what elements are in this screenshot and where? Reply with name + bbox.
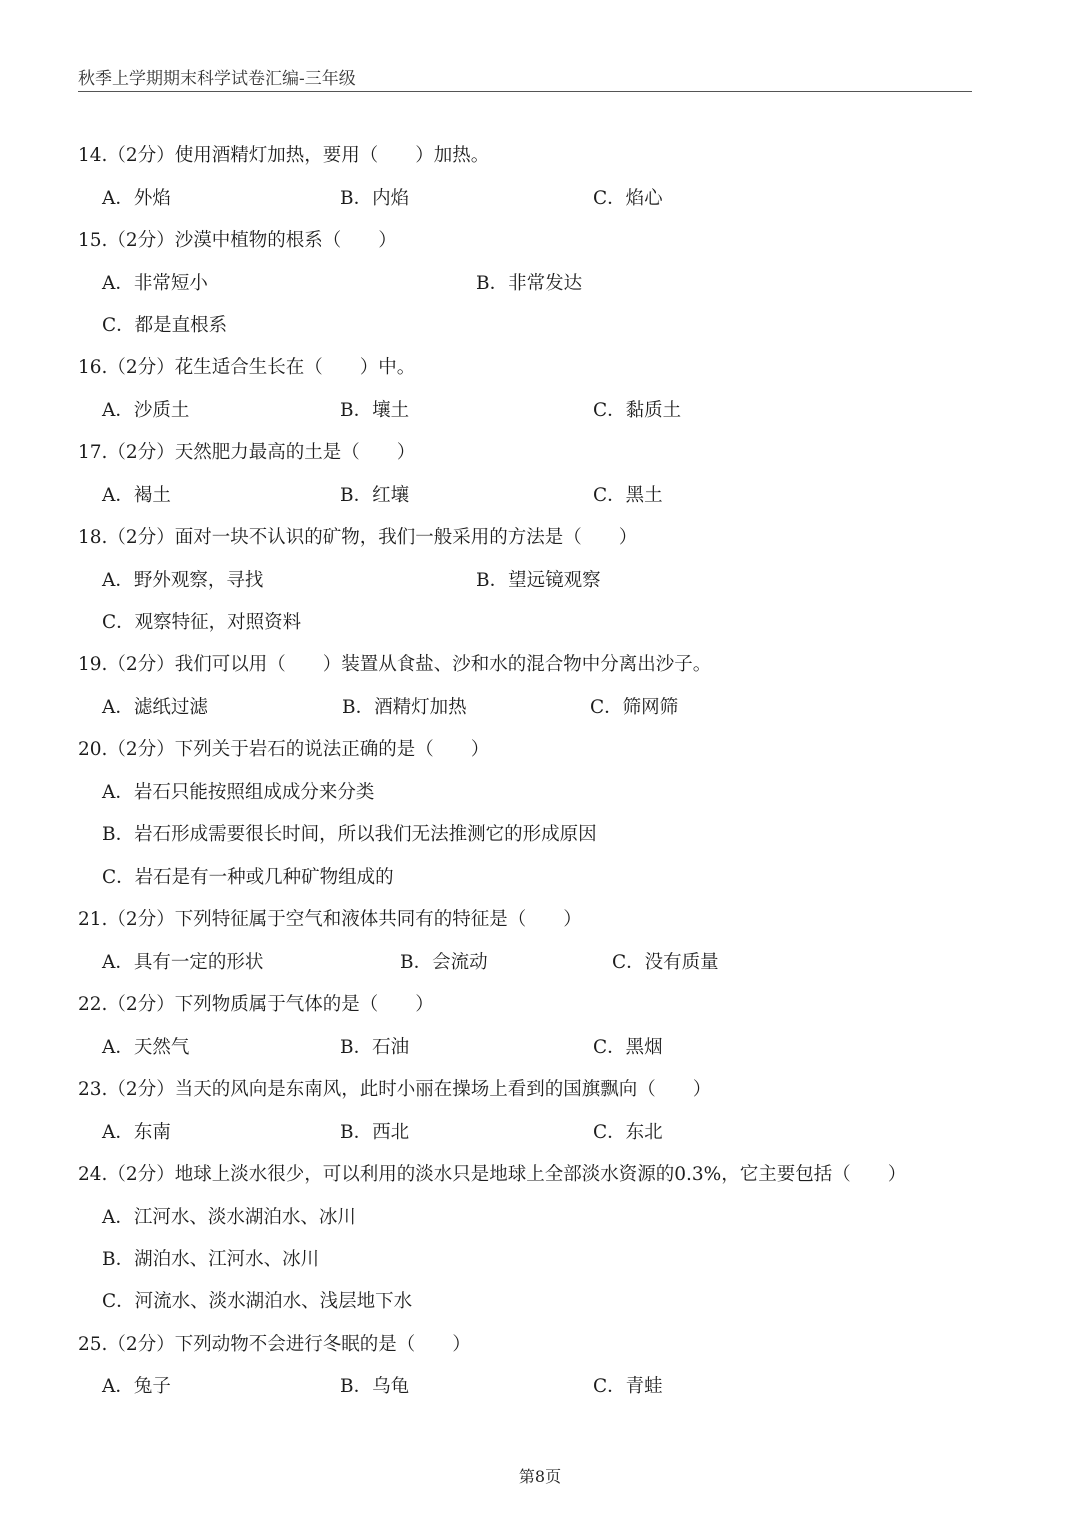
question-19-options [0, 694, 1080, 722]
q18-option-c: C．观察特征，对照资料 [102, 612, 302, 633]
question-20-stem: 20.（2分）下列关于岩石的说法正确的是（ ） [78, 739, 490, 760]
q20-option-b: B．岩石形成需要很长时间，所以我们无法推测它的形成原因 [102, 824, 597, 845]
q18-option-a: A．野外观察，寻找 [102, 570, 264, 591]
question-25-stem: 25.（2分）下列动物不会进行冬眠的是（ ） [78, 1334, 471, 1355]
q23-option-a: A．东南 [102, 1122, 171, 1143]
question-22-stem: 22.（2分）下列物质属于气体的是（ ） [78, 994, 434, 1015]
page-header-title: 秋季上学期期末科学试卷汇编-三年级 [78, 69, 356, 89]
question-15-options-row2 [0, 312, 1080, 340]
q20-option-a: A．岩石只能按照组成成分来分类 [102, 782, 375, 803]
q20-option-c: C．岩石是有一种或几种矿物组成的 [102, 867, 394, 888]
question-20-options-row1 [0, 779, 1080, 807]
q22-option-b: B．石油 [340, 1037, 410, 1058]
q16-option-c: C．黏质土 [593, 400, 682, 421]
q19-option-a: A．滤纸过滤 [102, 697, 208, 718]
question-24-options-row3 [0, 1288, 1080, 1316]
q16-option-b: B．壤土 [340, 400, 410, 421]
question-22-options [0, 1034, 1080, 1062]
question-15-stem: 15.（2分）沙漠中植物的根系（ ） [78, 230, 397, 251]
q18-option-b: B．望远镜观察 [476, 570, 601, 591]
question-24-options-row2 [0, 1246, 1080, 1274]
question-14-options [0, 185, 1080, 213]
q14-option-a: A．外焰 [102, 188, 171, 209]
q16-option-a: A．沙质土 [102, 400, 190, 421]
q25-option-a: A．兔子 [102, 1376, 171, 1397]
page-number: 第8页 [518, 1467, 562, 1486]
q15-option-b: B．非常发达 [476, 273, 583, 294]
q24-option-a: A．江河水、淡水湖泊水、冰川 [102, 1207, 356, 1228]
header-divider [78, 91, 972, 92]
q22-option-c: C．黑烟 [593, 1037, 663, 1058]
q14-option-c: C．焰心 [593, 188, 663, 209]
question-18-options-row2 [0, 609, 1080, 637]
q14-option-b: B．内焰 [340, 188, 410, 209]
question-21-options [0, 949, 1080, 977]
q23-option-c: C．东北 [593, 1122, 663, 1143]
question-21-stem: 21.（2分）下列特征属于空气和液体共同有的特征是（ ） [78, 909, 582, 930]
question-23-options [0, 1119, 1080, 1147]
question-17-stem: 17.（2分）天然肥力最高的土是（ ） [78, 442, 416, 463]
question-24-options-row1 [0, 1204, 1080, 1232]
q15-option-a: A．非常短小 [102, 273, 208, 294]
question-18-options-row1 [0, 567, 1080, 595]
q21-option-a: A．具有一定的形状 [102, 952, 264, 973]
question-23-stem: 23.（2分）当天的风向是东南风，此时小丽在操场上看到的国旗飘向（ ） [78, 1079, 712, 1100]
question-16-stem: 16.（2分）花生适合生长在（ ）中。 [78, 357, 416, 378]
q22-option-a: A．天然气 [102, 1037, 190, 1058]
q21-option-b: B．会流动 [400, 952, 488, 973]
question-24-stem: 24.（2分）地球上淡水很少，可以利用的淡水只是地球上全部淡水资源的0.3%，它主要包括（ ） [78, 1164, 907, 1185]
question-20-options-row2 [0, 821, 1080, 849]
q19-option-c: C．筛网筛 [590, 697, 679, 718]
q24-option-b: B．湖泊水、江河水、冰川 [102, 1249, 320, 1270]
q25-option-b: B．乌龟 [340, 1376, 410, 1397]
question-14-stem: 14.（2分）使用酒精灯加热，要用（ ）加热。 [78, 145, 490, 166]
question-16-options [0, 397, 1080, 425]
question-20-options-row3 [0, 864, 1080, 892]
question-25-options [0, 1373, 1080, 1401]
question-15-options-row1 [0, 270, 1080, 298]
q17-option-c: C．黑土 [593, 485, 663, 506]
question-18-stem: 18.（2分）面对一块不认识的矿物，我们一般采用的方法是（ ） [78, 527, 638, 548]
q23-option-b: B．西北 [340, 1122, 410, 1143]
q17-option-b: B．红壤 [340, 485, 410, 506]
q25-option-c: C．青蛙 [593, 1376, 663, 1397]
q21-option-c: C．没有质量 [612, 952, 719, 973]
q17-option-a: A．褐土 [102, 485, 171, 506]
q19-option-b: B．酒精灯加热 [342, 697, 467, 718]
question-17-options [0, 482, 1080, 510]
question-19-stem: 19.（2分）我们可以用（ ）装置从食盐、沙和水的混合物中分离出沙子。 [78, 654, 712, 675]
q15-option-c: C．都是直根系 [102, 315, 228, 336]
q24-option-c: C．河流水、淡水湖泊水、浅层地下水 [102, 1291, 413, 1312]
